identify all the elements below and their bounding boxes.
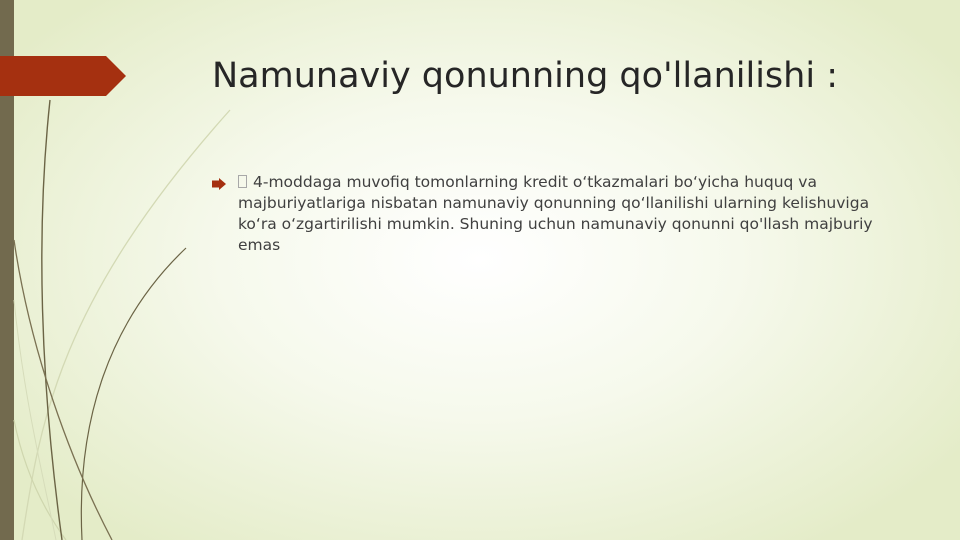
slide-content — [212, 172, 902, 256]
bullet-item — [212, 172, 902, 256]
bullet-text: 4-moddaga muvofiq tomonlarning kredit o‘tkazmalari bo‘yicha huquq va majburiyatlariga nisbatan namunaviy qonunning qo‘llanilishi ularning kelishuviga ko‘ra o‘zgartirilishi mumkin. Shuning uchun namunaviy qonunni qo'llash majburiy emas — [238, 173, 873, 254]
slide-title: Namunaviy qonunning qo'llanilishi : — [212, 56, 838, 96]
missing-glyph-box-icon — [238, 175, 247, 188]
title-marker-arrow — [0, 56, 126, 96]
stem-light-2 — [14, 420, 66, 540]
right-arrow-bullet-icon — [212, 178, 226, 190]
stem-light-3 — [14, 300, 56, 540]
stem-dark-1 — [42, 100, 62, 540]
bullet-text-block — [238, 172, 902, 256]
